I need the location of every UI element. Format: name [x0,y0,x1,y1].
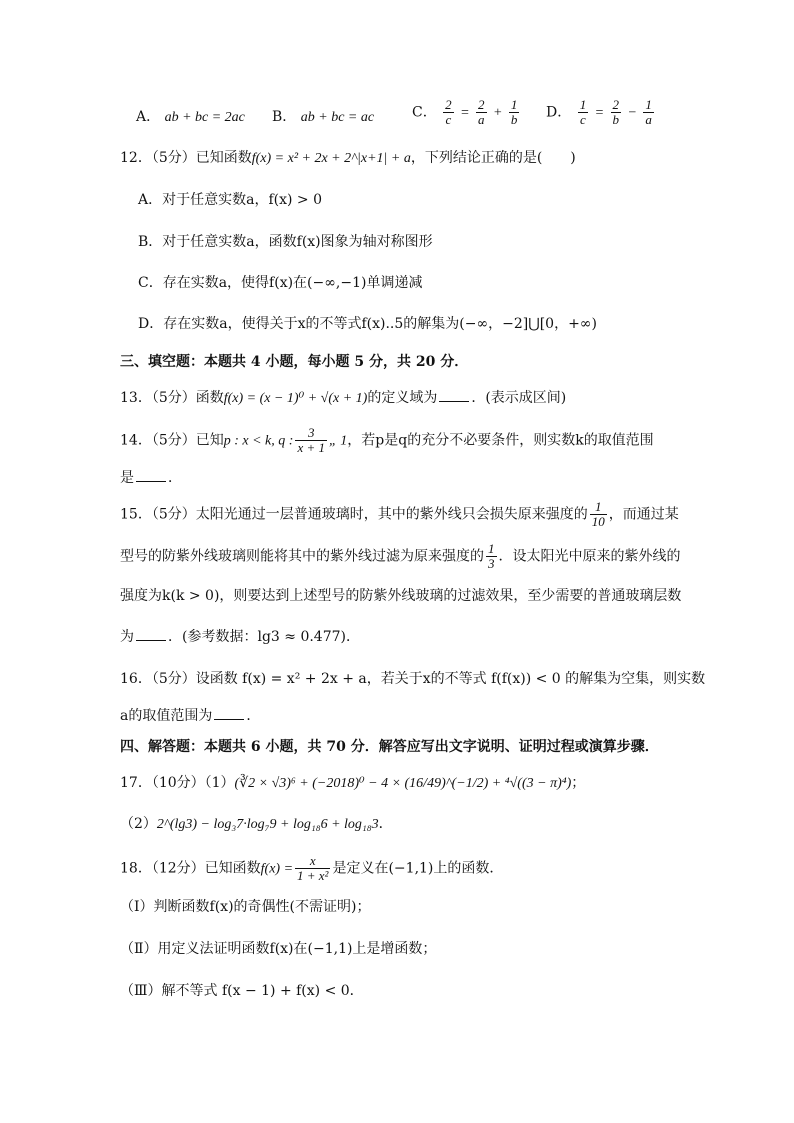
q11-option-a [136,106,245,126]
q11-option-c: C． $\frac{2}{c}$ = $\frac{2}{a}$ + $\frac{1}{b}$ [412,97,518,127]
q16-line1: 16．（5分）设函数 f(x) = x² + 2x + a，若关于x的不等式 f(f(x)) < 0 的解集为空集，则实数 [120,671,706,687]
q12-option-d: D．存在实数a，使得关于x的不等式f(x)..5的解集为(−∞，−2]⋃[0，+∞) [138,316,597,332]
q14-line1: 14．（5分）已知p : x < k, q : $\frac{3}{x + 1}$ „ 1，若p是q的充分不必要条件，则实数k的取值范围 [120,425,654,455]
q14-line2: 是 ． [120,470,182,486]
q18-part-iii: （Ⅲ）解不等式 f(x − 1) + f(x) < 0． [120,983,364,999]
answer-blank [439,389,469,402]
q12-option-b: B．对于任意实数a，函数f(x)图象为轴对称图形 [138,234,433,250]
q17-part1: 17．（10分）（1）(∛2 × √3)⁶ + (−2018)⁰ − 4 × (16/49)^(−1/2) + ⁴√((3 − π)⁴)； [120,775,586,791]
option-d-frac3: $\frac{1}{a}$ [645,97,652,127]
answer-blank [136,628,166,641]
q15-line1: 15．（5分）太阳光通过一层普通玻璃时，其中的紫外线只会损失原来强度的 $\frac{1}{10}$ ，而通过某 [120,499,679,529]
q12-option-c: C．存在实数a，使得f(x)在(−∞,−1)单调递减 [138,275,423,291]
option-d-label: D． [546,104,572,121]
q13: 13．（5分）函数f(x) = (x − 1)⁰ + √(x + 1)的定义域为 ．(表示成区间) [120,390,567,406]
q18-part-ii: （Ⅱ）用定义法证明函数f(x)在(−1,1)上是增函数； [120,941,437,957]
q15-line3: 强度为k(k > 0)，则要达到上述型号的防紫外线玻璃的过滤效果，至少需要的普通玻璃层数 [120,588,682,604]
q15-frac1: $\frac{1}{10}$ [591,499,605,529]
option-c-frac1: $\frac{2}{c}$ [445,97,452,127]
q11-option-b [272,106,374,126]
option-b-label: B． [272,109,297,125]
answer-blank [136,469,166,482]
section-4-heading: 四、解答题：本题共 6 小题，共 70 分．解答应写出文字说明、证明过程或演算步骤． [120,739,659,755]
option-d-frac1: $\frac{1}{c}$ [579,97,587,127]
option-c-frac2: $\frac{2}{a}$ [478,97,485,127]
option-c-label: C． [412,104,437,121]
q18-frac: $\frac{x}{\text{1 + x²}}$ [297,853,329,883]
q16-line2: a的取值范围为 ． [120,708,261,724]
q15-frac2: $\frac{1}{3}$ [488,541,495,571]
q15-line4: 为 ．(参考数据：lg3 ≈ 0.477)． [120,629,360,645]
q14-frac: $\frac{3}{x + 1}$ [297,425,325,455]
q12-stem: 12．（5分）已知函数f(x) = x² + 2x + 2^|x+1| + a，下列结论正确的是( ) [120,150,576,166]
answer-blank [214,707,244,720]
q18-stem: 18．（12分）已知函数f(x) = $\frac{x}{\text{1 + x²}}$ 是定义在(−1,1)上的函数． [120,853,504,883]
q18-part-i: （Ⅰ）判断函数f(x)的奇偶性(不需证明)； [120,899,371,915]
q15-line2: 型号的防紫外线玻璃则能将其中的紫外线过滤为原来强度的 $\frac{1}{3}$ ．设太阳光中原来的紫外线的 [120,541,681,571]
q11-option-d: D． $\frac{1}{c}$ = $\frac{2}{b}$ − $\frac{1}{a}$ [546,97,652,127]
section-3-heading: 三、填空题：本题共 4 小题，每小题 5 分，共 20 分． [120,354,469,370]
option-d-frac2: $\frac{2}{b}$ [612,97,620,127]
option-b-math: ab + bc = ac [300,110,375,125]
q12-option-a: A．对于任意实数a，f(x) > 0 [138,192,322,208]
option-a-label: A． [136,109,161,125]
q17-part2: （2）2^(lg3) − log₃7·log₇9 + log₁₈6 + log₁₈3． [120,816,393,832]
option-a-math: ab + bc = 2ac [164,110,245,125]
option-c-frac3: $\frac{1}{b}$ [510,97,518,127]
